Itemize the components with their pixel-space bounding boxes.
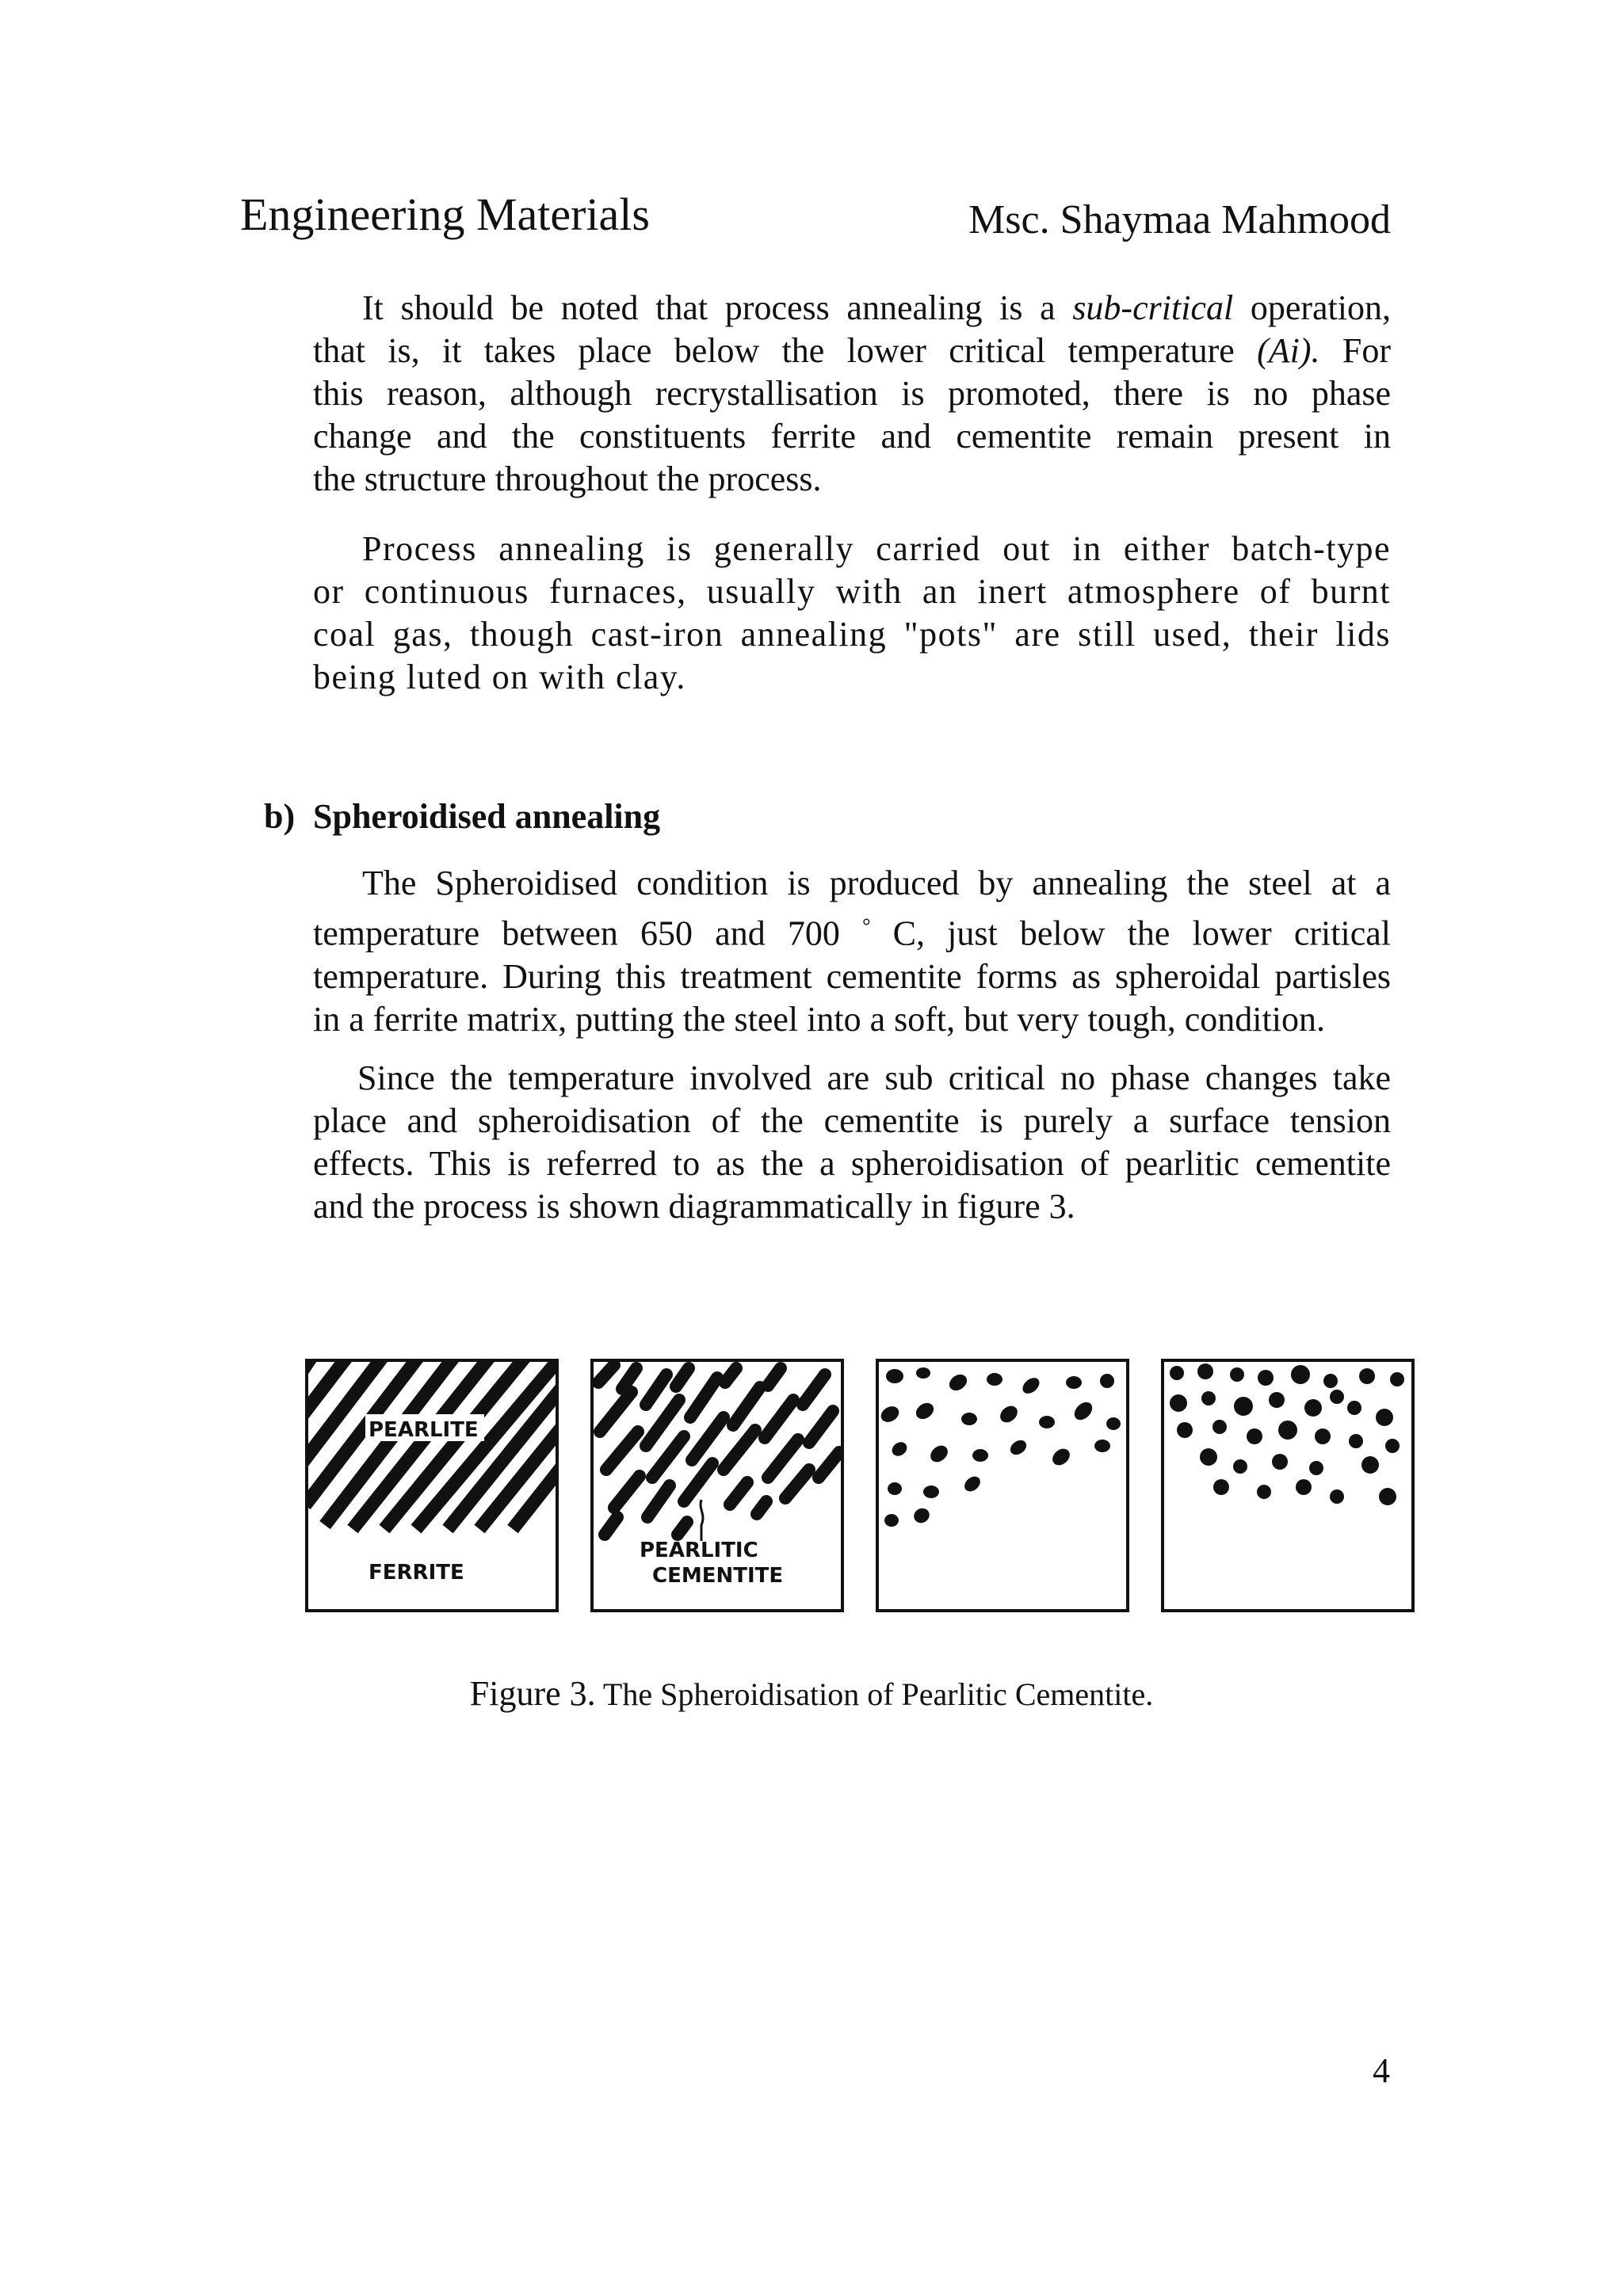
- text-line: being luted on with clay.: [313, 658, 686, 696]
- label-pearlitic: PEARLITIC: [640, 1539, 758, 1562]
- broken-lamellae-diagram: [590, 1359, 844, 1612]
- fully-spheroidised-diagram: [1161, 1359, 1415, 1612]
- paragraph-process-annealing-furnaces: [313, 528, 1391, 699]
- text-line: the structure throughout the process.: [313, 460, 822, 498]
- panel-lamellar-pearlite: [305, 1359, 559, 1612]
- text-line: and the process is shown diagrammatically in figure 3.: [313, 1187, 1075, 1226]
- emphasis-ai: (Ai).: [1257, 331, 1320, 370]
- caption-text: The Spheroidisation of Pearlitic Cementite.: [595, 1676, 1154, 1712]
- partly-spheroidised-diagram: [876, 1359, 1129, 1612]
- label-cementite: CEMENTITE: [652, 1564, 784, 1588]
- panel-broken-lamellae: [590, 1359, 844, 1612]
- header-author: Msc. Shaymaa Mahmood: [968, 197, 1391, 242]
- text-line: or continuous furnaces, usually with an inert atmosphere of burnt: [313, 572, 1391, 611]
- text-line: temperature. During this treatment cementite forms as spheroidal partisles: [313, 956, 1391, 996]
- text-line: The Spheroidised condition is produced by annealing the steel at a: [362, 864, 1391, 902]
- text-line: Process annealing is generally carried out in either batch-type: [362, 529, 1391, 568]
- header-title: Engineering Materials: [240, 189, 650, 240]
- text-line: this reason, although recrystallisation is promoted, there is no phase: [313, 374, 1391, 413]
- section-heading: [264, 796, 660, 837]
- paragraph-process-annealing-subcritical: [313, 287, 1391, 501]
- text-line: coal gas, though cast-iron annealing "pots" are still used, their lids: [313, 615, 1391, 654]
- text-line: place and spheroidisation of the cementite is purely a surface tension: [313, 1101, 1391, 1140]
- paragraph-surface-tension: [313, 1057, 1391, 1228]
- panel-fully-spheroidised: [1161, 1359, 1415, 1612]
- text-line: that is, it takes place below the lower critical temperature (Ai). For: [313, 331, 1391, 370]
- text-line: It should be noted that process annealing is a sub-critical operation,: [362, 288, 1391, 327]
- paragraph-spheroidised-condition: [313, 862, 1391, 1041]
- caption-number: Figure 3.: [469, 1674, 596, 1713]
- emphasis-sub-critical: sub-critical: [1072, 288, 1234, 327]
- text-line: temperature between 650 and 700 ° C, just below the lower critical: [313, 913, 1391, 953]
- panel-partly-spheroidised: [876, 1359, 1129, 1612]
- text-line: Since the temperature involved are sub critical no phase changes take: [357, 1058, 1391, 1097]
- figure-caption: [0, 1673, 1623, 1714]
- text-line: in a ferrite matrix, putting the steel into a soft, but very tough, condition.: [313, 999, 1325, 1039]
- page-number: 4: [1373, 2051, 1390, 2090]
- text-line: effects. This is referred to as the a spheroidisation of pearlitic cementite: [313, 1144, 1391, 1183]
- label-ferrite: FERRITE: [369, 1561, 464, 1585]
- label-pearlite: PEARLITE: [369, 1418, 479, 1442]
- figure-spheroidisation: [305, 1359, 1415, 1612]
- pearlite-lamellae-diagram: [305, 1359, 559, 1612]
- section-title: Spheroidised annealing: [313, 797, 661, 836]
- degree-symbol: °: [862, 914, 871, 937]
- text-line: change and the constituents ferrite and cementite remain present in: [313, 417, 1391, 456]
- section-number: b): [264, 797, 296, 836]
